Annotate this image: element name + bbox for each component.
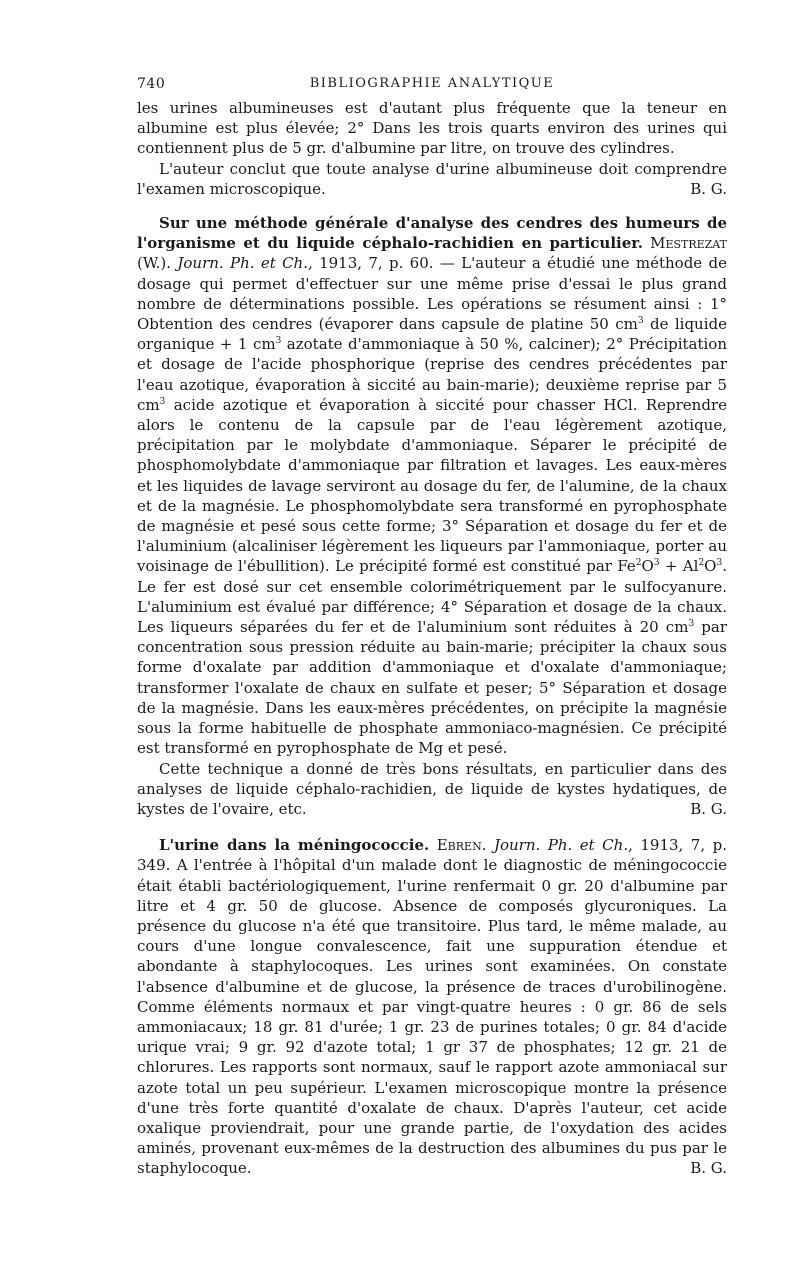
paragraph xyxy=(137,759,727,820)
article-author: Mestrezat xyxy=(650,234,727,253)
paragraph-text: Cette technique a donné de très bons résultats, en particulier dans des analyses de liquide céphalo-rachidien, de liquide de kystes hydatiques, de kystes de l'ovaire, etc. xyxy=(137,759,727,818)
article-body xyxy=(137,835,727,1178)
superscript: 3 xyxy=(275,336,282,347)
article-body: Sur une méthode générale d'analyse des cendres des humeurs de l'organisme et du liquide céphalo-rachidien en particulier. Mestrezat (W.). Journ. Ph. et Ch., 1913, 7, p. 60. — L'auteur a étudié une méthode de dosage qui permet d'effectuer sur une même prise d'essai le plus grand nombre de déterminations possible. Les opérations se résument ainsi : 1° Obtention des cendres (évaporer dans capsule de platine 50 $cm^3$ de liquide organique + 1 $cm^3$ azotate d'ammoniaque à 50 %, calciner); 2° Précipitation et dosage de l'acide phosphorique (reprise des cendres précédentes par l'eau azotique, évaporation à siccité au bain-marie); deuxième reprise par 5 $cm^3$ acide azotique et évaporation à siccité pour chasser HCl. Reprendre alors le contenu de la capsule par de l'eau légèrement azotique, précipitation par le molybdate d'ammoniaque. Séparer le précipité de phosphomolybdate d'ammoniaque par filtration et lavages. Les eaux-mères et les liquides de lavage serviront au dosage du fer, de l'alumine, de la chaux et de la magnésie. Le phosphomolybdate sera transformé en pyrophosphate de magnésie et pesé sous cette forme; 3° Séparation et dosage du fer et de l'aluminium (alcaliniser légèrement les liqueurs par l'ammoniaque, porter au voisinage de l'ébullition). Le précipité formé est constitué par $Fe^2O^3 + Al^2O^3$. Le fer est dosé sur cet ensemble colorimétriquement par le sulfocyanure. L'aluminium est évalué par différence; 4° Séparation et dosage de la chaux. Les liqueurs séparées du fer et de l'aluminium sont réduites à 20 $cm^3$ par concentration sous pression réduite au bain-marie; précipiter la chaux sous forme d'oxalate par addition d'ammoniaque et d'oxalate d'ammoniaque; transformer l'oxalate de chaux en sulfate et peser; 5° Séparation et dosage de la magnésie. Dans les eaux-mères précédentes, on précipite la magnésie sous la forme habituelle de phosphate ammoniaco-magnésien. Ce précipité est transformé en pyrophosphate de Mg et pesé. xyxy=(137,214,727,758)
signature: B. G. xyxy=(690,1159,727,1178)
superscript: 3 xyxy=(159,396,166,407)
article-title: Sur une méthode générale d'analyse des cendres des humeurs de l'organisme et du liquide céphalo-rachidien en particulier. xyxy=(137,214,727,253)
page-number: 740 xyxy=(137,76,166,92)
article-meningococcie xyxy=(137,835,727,1178)
running-head xyxy=(137,76,727,98)
body-text: A l'entrée à l'hôpital d'un malade dont le diagnostic de méningococcie était établi bactériologiquement, l'urine renfermait 0 gr. 20 d'albumine par litre et 4 gr. 50 de glucose. Absence de composés glycuroniques. La présence du glucose n'a été que transitoire. Plus tard, le même malade, au cours d'une longue convalescence, fait une suppuration étendue et abondante à staphylocoques. Les urines sont examinées. On constate l'absence d'albumine et de glucose, la présence de traces d'urobilinogène. Comme éléments normaux et par vingt-quatre heures : 0 gr. 86 de sels ammoniacaux; 18 gr. 81 d'urée; 1 gr. 23 de purines totales; 0 gr. 84 d'acide urique vrai; 9 gr. 92 d'azote total; 1 gr 37 de phosphates; 12 gr. 21 de chlorures. Les rapports sont normaux, sauf le rapport azote ammoniacal sur azote total un peu supérieur. L'examen microscopique montre la présence d'une très forte quantité d'oxalate de chaux. D'après l'auteur, cet acide oxalique proviendrait, pour une grande partie, de l'oxydation des acides aminés, provenant eux-mêmes de la destruction des albumines du pus par le staphylocoque. xyxy=(137,856,728,1178)
author-initial: (W.). xyxy=(137,254,172,273)
journal-name: Journ. Ph. et Ch. xyxy=(493,836,629,855)
article-cendres xyxy=(137,213,727,819)
superscript: 2 xyxy=(698,558,705,569)
paragraph xyxy=(137,159,727,199)
previous-article-continuation xyxy=(137,98,727,199)
article-author: Ebren. xyxy=(436,836,487,855)
body-text: . Le fer est dosé sur cet ensemble colorimétriquement par le sulfocyanure. L'aluminium est évalué par différence; 4° Séparation et dosage de la chaux. Les liqueurs séparées du fer et de l'aluminium sont réduites à 20 cm xyxy=(137,557,727,637)
superscript: 3 xyxy=(688,619,695,630)
signature: B. G. xyxy=(690,179,727,198)
running-title: BIBLIOGRAPHIE ANALYTIQUE xyxy=(309,76,555,91)
journal-name: Journ. Ph. et Ch. xyxy=(177,254,308,273)
superscript: 3 xyxy=(637,316,644,327)
body-text: L'auteur a étudié une méthode de dosage qui permet d'effectuer sur une même prise d'essai le plus grand nombre de déterminations possible. Les opérations se résument ainsi : 1° Obtention des cendres (évaporer dans capsule de platine 50 cm xyxy=(137,254,727,334)
body-text: azotate d'ammoniaque à 50 %, calciner); 2° Précipitation et dosage de l'acide phosphorique (reprise des cendres précédentes par l'eau azotique, évaporation à siccité au bain-marie); deuxième reprise par 5 cm xyxy=(137,335,727,414)
paragraph: les urines albumineuses est d'autant plus fréquente que la teneur en albumine est plus élevée; 2° Dans les trois quarts environ des urines qui contiennent plus de 5 gr. d'albumine par litre, on trouve des cylindres. xyxy=(137,99,727,158)
paragraph-text: L'auteur conclut que toute analyse d'urine albumineuse doit comprendre l'examen microscopique. xyxy=(137,159,727,198)
superscript: 2 xyxy=(635,558,642,569)
superscript: 3 xyxy=(653,558,660,569)
body-text: + Al xyxy=(659,557,699,576)
body-text: de liquide organique + 1 cm xyxy=(137,315,727,354)
citation: , 1913, 7, p. 60. — xyxy=(307,254,462,273)
article-title: L'urine dans la méningococcie. xyxy=(159,836,430,855)
signature: B. G. xyxy=(690,799,727,818)
body-text: acide azotique et évaporation à siccité pour chasser HCl. Reprendre alors le contenu de la capsule par de l'eau légèrement azotique, précipitation par le molybdate d'ammoniaque. Séparer le précipité de phosphomolybdate d'ammoniaque par filtration et lavages. Les eaux-mères et les liquides de lavage serviront au dosage du fer, de l'alumine, de la chaux et de la magnésie. Le phosphomolybdate sera transformé en pyrophosphate de magnésie et pesé sous cette forme; 3° Séparation et dosage du fer et de l'aluminium (alcaliniser légèrement les liqueurs par l'ammoniaque, porter au voisinage de l'ébullition). Le précipité formé est constitué par Fe xyxy=(137,395,727,576)
superscript: 3 xyxy=(716,558,723,569)
citation: , 1913, 7, p. 349. xyxy=(137,836,727,875)
page xyxy=(137,76,727,1179)
body-text: par concentration sous pression réduite au bain-marie; précipiter la chaux sous forme d'oxalate par addition d'ammoniaque et d'oxalate d'ammoniaque; transformer l'oxalate de chaux en sulfate et peser; 5° Séparation et dosage de la magnésie. Dans les eaux-mères précédentes, on précipite la magnésie sous la forme habituelle de phosphate ammoniaco-magnésien. Ce précipité est transformé en pyrophosphate de Mg et pesé. xyxy=(137,618,727,758)
